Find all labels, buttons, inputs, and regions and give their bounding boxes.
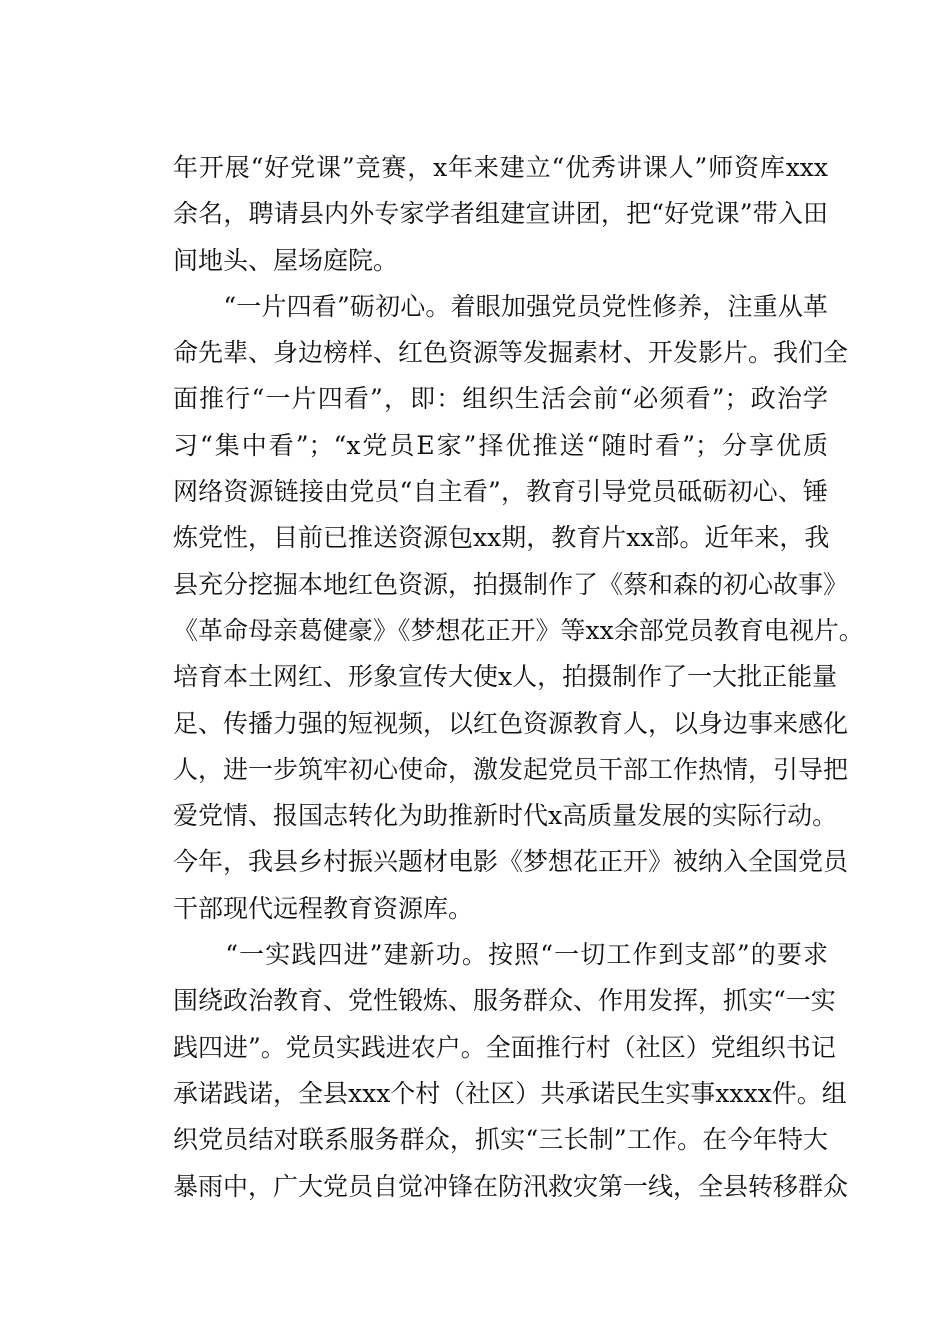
text-line-3: 间地头、屋场庭院。 — [173, 245, 399, 275]
text-line-1: 年开展“好党课”竞赛，x年来建立“优秀讲课人”师资库xxx — [173, 153, 828, 182]
text-line-12: 培育本土网红、形象宣传大使x人，拍摄制作了一大批正能量 — [173, 662, 838, 692]
text-line-4: “一片四看”砺初心。着眼加强党员党性修养，注重从革 — [173, 291, 828, 321]
text-line-7: 习“集中看”；“x党员E家”择优推送“随时看”；分享优质 — [173, 430, 828, 460]
text-line-23: 暴雨中，广大党员自觉冲锋在防汛救灾第一线，全县转移群众 — [173, 1171, 849, 1201]
text-line-18: “一实践四进”建新功。按照“一切工作到支部”的要求 — [173, 940, 828, 970]
text-line-15: 爱党情、报国志转化为助推新时代x高质量发展的实际行动。 — [173, 801, 838, 831]
text-line-6: 面推行“一片四看”，即：组织生活会前“必须看”；政治学 — [173, 384, 828, 414]
text-line-13: 足、传播力强的短视频，以红色资源教育人，以身边事来感化 — [173, 708, 849, 738]
text-line-10: 县充分挖掘本地红色资源，拍摄制作了《蔡和森的初心故事》 — [173, 569, 849, 599]
text-line-22: 织党员结对联系服务群众，抓实“三长制”工作。在今年特大 — [173, 1125, 828, 1155]
text-line-19: 围绕政治教育、党性锻炼、服务群众、作用发挥，抓实“一实 — [173, 986, 836, 1016]
body-text — [173, 145, 864, 1210]
text-line-21: 承诺践诺，全县xxx个村（社区）共承诺民生实事xxxx件。组 — [173, 1078, 847, 1108]
text-line-8: 网络资源链接由党员“自主看”，教育引导党员砥砺初心、锤 — [173, 477, 828, 507]
text-line-17: 干部现代远程教育资源库。 — [173, 893, 474, 923]
text-line-11: 《革命母亲葛健豪》《梦想花正开》等xx余部党员教育电视片。 — [173, 615, 864, 645]
text-line-20: 践四进”。党员实践进农户。全面推行村（社区）党组织书记 — [173, 1032, 836, 1062]
text-line-5: 命先辈、身边榜样、红色资源等发掘素材、开发影片。我们全 — [173, 338, 849, 368]
text-line-16: 今年，我县乡村振兴题材电影《梦想花正开》被纳入全国党员 — [173, 847, 849, 877]
text-line-2: 余名，聘请县内外专家学者组建宣讲团，把“好党课”带入田 — [173, 199, 828, 229]
text-line-14: 人，进一步筑牢初心使命，激发起党员干部工作热情，引导把 — [173, 754, 849, 784]
text-line-9: 炼党性，目前已推送资源包xx期，教育片xx部。近年来，我 — [173, 523, 830, 553]
